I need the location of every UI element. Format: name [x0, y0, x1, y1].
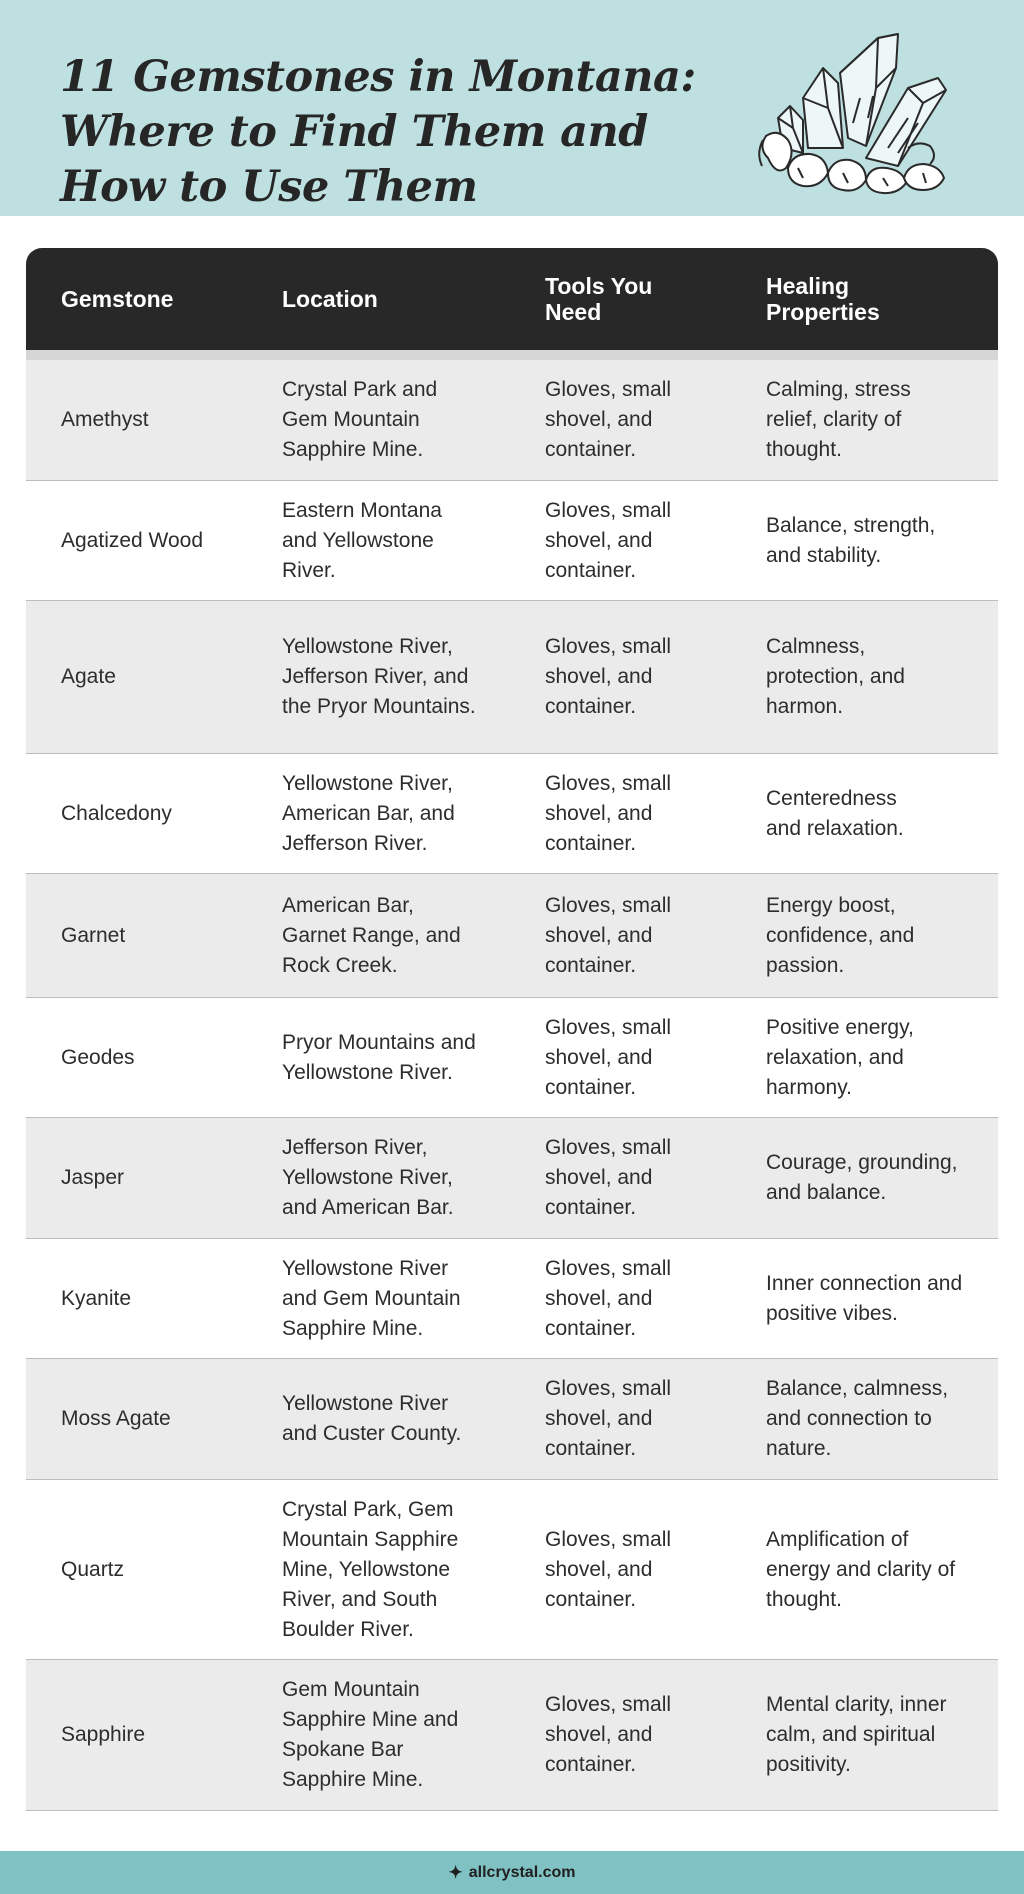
cell-tools: Gloves, small shovel, and container.: [545, 1015, 672, 1099]
table-row: [26, 1359, 998, 1480]
cell-gemstone: Kyanite: [61, 1286, 132, 1310]
cell-gemstone: Moss Agate: [61, 1407, 171, 1430]
cell-healing: Centeredness and relaxation.: [766, 786, 904, 840]
cell-location: Yellowstone River and Custer County.: [282, 1392, 462, 1445]
footer-site-link[interactable]: allcrystal.com: [468, 1863, 576, 1881]
column-header-healing: Healing Properties: [766, 273, 880, 325]
cell-healing: Calming, stress relief, clarity of thought.: [766, 378, 911, 461]
cell-location: Yellowstone River, Jefferson River, and the Pryor Mountains.: [282, 635, 476, 718]
table-row: [26, 601, 998, 754]
table-row: [26, 1660, 998, 1811]
cell-healing: Inner connection and positive vibes.: [766, 1271, 963, 1325]
table-header: [26, 248, 998, 360]
table-row: [26, 481, 998, 601]
cell-tools: Gloves, small shovel, and container.: [545, 1377, 672, 1460]
table-row: [26, 874, 998, 998]
cell-location: Pryor Mountains and Yellowstone River.: [282, 1030, 476, 1084]
column-header-location: Location: [282, 286, 378, 312]
cell-tools: Gloves, small shovel, and container.: [545, 1256, 672, 1340]
cell-healing: Balance, calmness, and connection to nature.: [766, 1377, 949, 1460]
cell-gemstone: Chalcedony: [61, 801, 172, 825]
cell-tools: Gloves, small shovel, and container.: [545, 893, 672, 977]
cell-location: Jefferson River, Yellowstone River, and American Bar.: [282, 1136, 454, 1219]
column-header-gemstone: Gemstone: [61, 286, 174, 312]
cell-tools: Gloves, small shovel, and container.: [545, 635, 672, 718]
cell-healing: Amplification of energy and clarity of thought.: [766, 1527, 956, 1611]
cell-gemstone: Sapphire: [61, 1723, 146, 1746]
cell-healing: Courage, grounding, and balance.: [766, 1151, 958, 1204]
cell-location: Eastern Montana and Yellowstone River.: [282, 498, 442, 582]
cell-healing: Energy boost, confidence, and passion.: [766, 893, 915, 977]
footer-bar: [0, 1851, 1024, 1894]
table-row: [26, 360, 998, 481]
page-title: 11 Gemstones in Montana: Where to Find Them and How to Use Them: [60, 52, 696, 212]
cell-healing: Mental clarity, inner calm, and spiritual positivity.: [766, 1693, 947, 1776]
column-header-tools: Tools You Need: [545, 273, 653, 325]
table-row: [26, 754, 998, 874]
cell-gemstone: Amethyst: [61, 408, 149, 431]
cell-gemstone: Agatized Wood: [61, 528, 204, 552]
header-banner: [0, 0, 1024, 216]
cell-gemstone: Geodes: [61, 1045, 135, 1069]
table-row: [26, 1239, 998, 1359]
cell-location: Crystal Park, Gem Mountain Sapphire Mine, Yellowstone River, and South Boulder River.: [282, 1497, 459, 1641]
cell-tools: Gloves, small shovel, and container.: [545, 378, 672, 461]
cell-location: Yellowstone River, American Bar, and Jefferson River.: [282, 771, 455, 855]
cell-healing: Positive energy, relaxation, and harmony.: [766, 1015, 914, 1099]
cell-tools: Gloves, small shovel, and container.: [545, 1136, 672, 1219]
cell-tools: Gloves, small shovel, and container.: [545, 771, 672, 855]
cell-location: Gem Mountain Sapphire Mine and Spokane Bar Sapphire Mine.: [282, 1678, 459, 1791]
table-row: [26, 998, 998, 1118]
cell-gemstone: Agate: [61, 665, 116, 688]
table-row: [26, 1118, 998, 1239]
table-row: [26, 1480, 998, 1660]
cell-tools: Gloves, small shovel, and container.: [545, 1693, 672, 1776]
crystal-cluster-icon: [748, 28, 958, 196]
cell-gemstone: Garnet: [61, 923, 126, 947]
cell-tools: Gloves, small shovel, and container.: [545, 1527, 672, 1611]
cell-gemstone: Jasper: [61, 1166, 125, 1189]
cell-tools: Gloves, small shovel, and container.: [545, 498, 672, 582]
cell-healing: Balance, strength, and stability.: [766, 513, 936, 567]
sparkle-icon: ✦: [448, 1862, 463, 1882]
gemstone-table: [26, 248, 998, 1811]
cell-location: Crystal Park and Gem Mountain Sapphire Mine.: [282, 378, 438, 461]
cell-gemstone: Quartz: [61, 1557, 125, 1581]
cell-healing: Calmness, protection, and harmon.: [766, 635, 905, 718]
cell-location: American Bar, Garnet Range, and Rock Creek.: [282, 893, 461, 977]
cell-location: Yellowstone River and Gem Mountain Sapphire Mine.: [282, 1256, 461, 1340]
